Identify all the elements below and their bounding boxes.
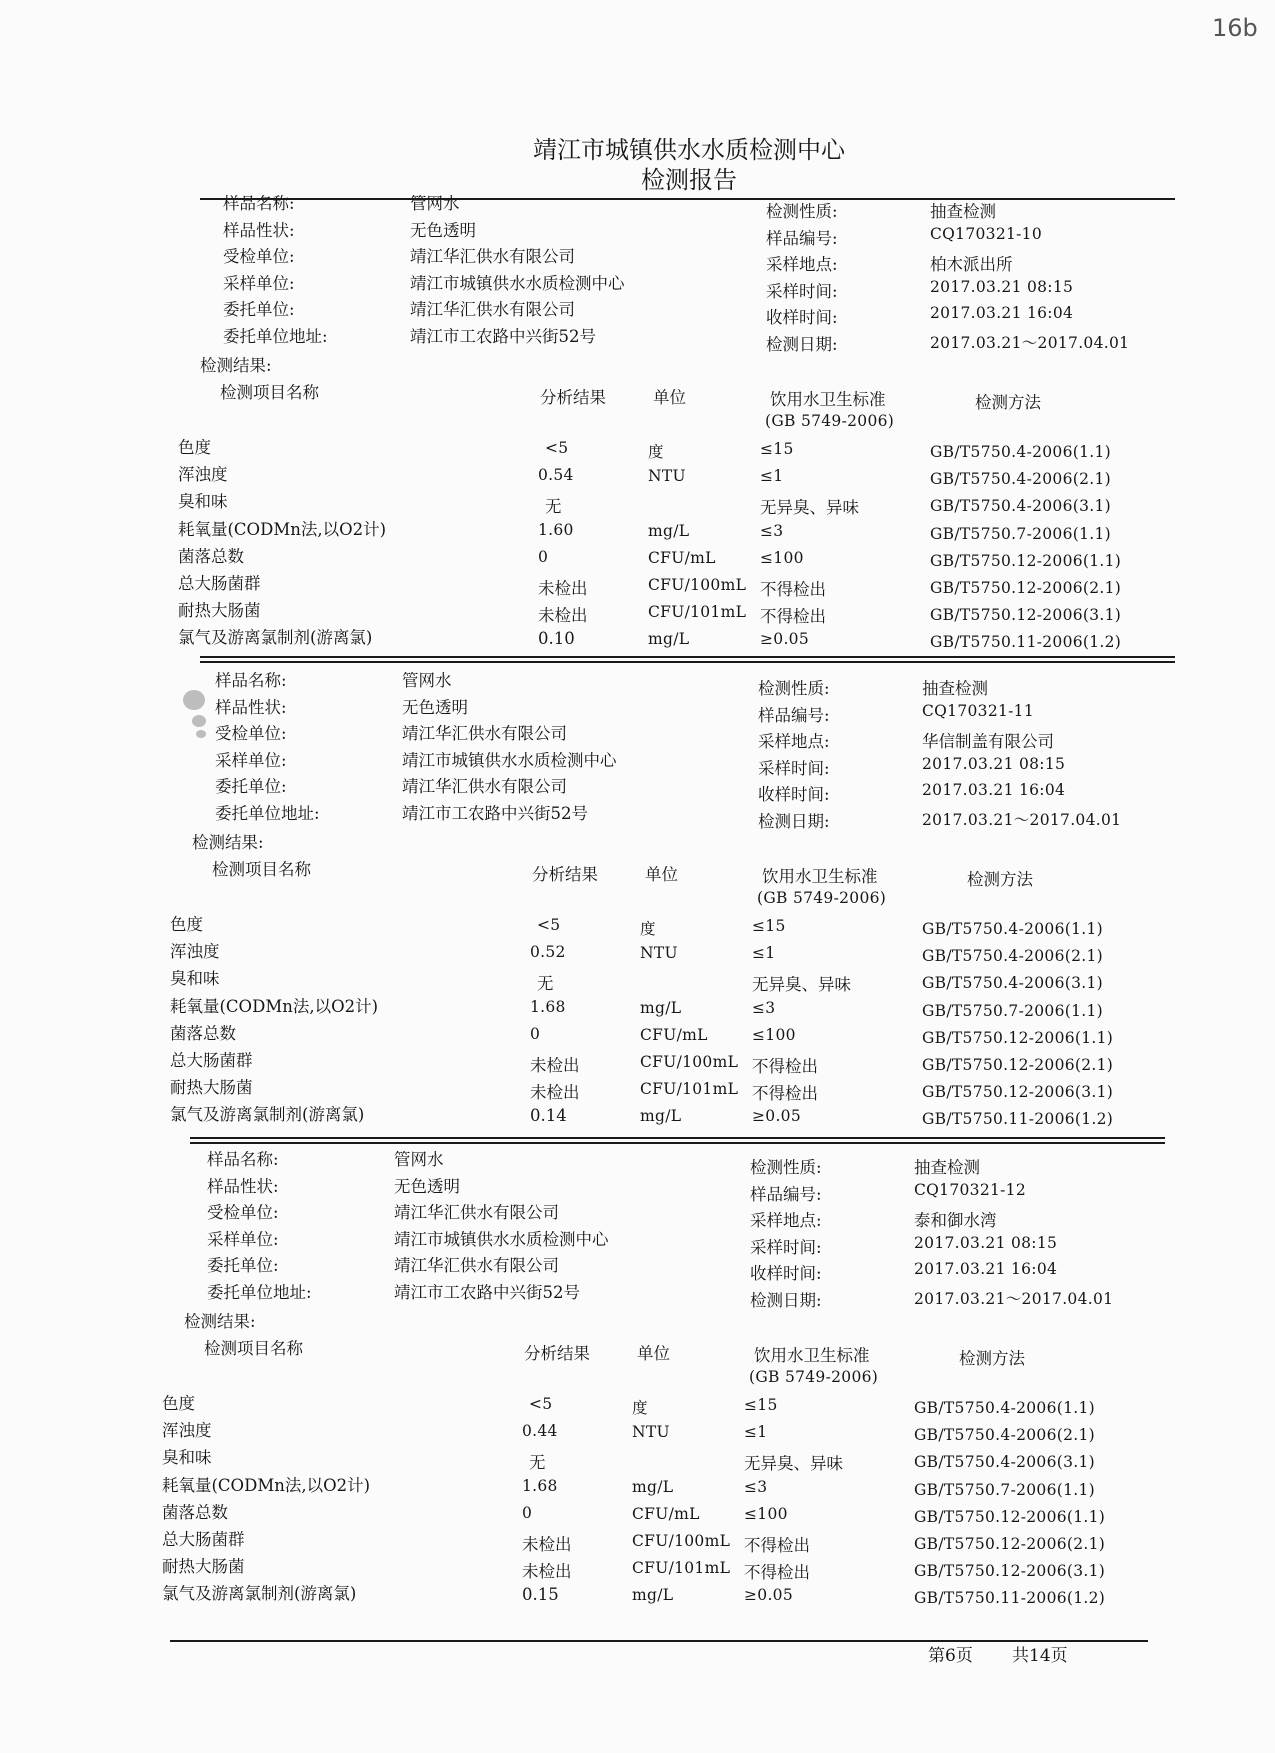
total-pages: 共14页 (1012, 1646, 1068, 1666)
column-unit: 单位 (645, 865, 678, 884)
scan-smudge (196, 730, 206, 738)
item-name: 臭和味 (162, 1448, 212, 1468)
item-result: 未检出 (530, 1083, 580, 1103)
item-unit: CFU/100mL (632, 1532, 731, 1550)
sample-no-label: 样品编号: (758, 705, 830, 725)
sample-name-label: 样品名称: (215, 671, 287, 690)
item-unit: mg/L (648, 630, 690, 649)
client-address-value: 靖江市工农路中兴街52号 (402, 803, 588, 823)
item-result: 无 (545, 497, 562, 517)
item-result: 1.60 (538, 520, 574, 539)
column-standard: 饮用水卫生标准 (770, 390, 886, 409)
column-method: 检测方法 (975, 393, 1041, 412)
item-method: GB/T5750.11-2006(1.2) (922, 1110, 1114, 1129)
test-date-label: 检测日期: (758, 811, 830, 831)
item-standard: ≤15 (760, 440, 794, 458)
client-address-label: 委托单位地址: (207, 1282, 312, 1302)
client-unit-value: 靖江华汇供水有限公司 (394, 1256, 559, 1275)
item-method: GB/T5750.11-2006(1.2) (930, 633, 1122, 652)
sample-state-value: 无色透明 (394, 1176, 460, 1196)
item-unit: CFU/mL (648, 548, 716, 567)
sampling-unit-value: 靖江市城镇供水水质检测中心 (402, 750, 617, 770)
scan-smudge (192, 715, 206, 727)
item-method: GB/T5750.12-2006(1.1) (922, 1028, 1114, 1047)
item-method: GB/T5750.12-2006(2.1) (930, 579, 1122, 597)
item-unit: CFU/101mL (632, 1559, 731, 1578)
client-address-label: 委托单位地址: (223, 326, 328, 346)
item-standard: ≤3 (752, 998, 776, 1017)
client-unit-label: 委托单位: (215, 777, 287, 796)
item-standard: ≥0.05 (744, 1586, 793, 1605)
results-label: 检测结果: (192, 833, 264, 852)
column-result: 分析结果 (532, 865, 598, 884)
inspected-unit-label: 受检单位: (207, 1203, 279, 1222)
sample-name-value: 管网水 (394, 1150, 444, 1169)
sample-no-value: CQ170321-11 (922, 701, 1034, 720)
item-standard: 无异臭、异味 (744, 1454, 843, 1474)
item-standard: ≤100 (752, 1025, 796, 1044)
item-unit: NTU (632, 1423, 670, 1442)
test-nature-value: 抽查检测 (930, 202, 996, 221)
item-result: 无 (529, 1453, 546, 1473)
test-nature-value: 抽查检测 (922, 679, 988, 698)
item-result: 未检出 (538, 606, 588, 626)
sampling-site-label: 采样地点: (750, 1211, 822, 1230)
item-method: GB/T5750.12-2006(3.1) (930, 606, 1122, 625)
receive-time-label: 收样时间: (758, 785, 830, 804)
item-standard: 不得检出 (760, 607, 826, 627)
item-result: 0 (530, 1024, 541, 1043)
block-separator (190, 1137, 1165, 1139)
item-method: GB/T5750.7-2006(1.1) (930, 524, 1111, 543)
item-method: GB/T5750.4-2006(1.1) (930, 443, 1111, 461)
item-unit: 度 (640, 920, 656, 938)
footer-rule (170, 1640, 1148, 1642)
item-unit: CFU/mL (640, 1025, 708, 1044)
item-method: GB/T5750.12-2006(2.1) (922, 1056, 1114, 1074)
item-standard: 不得检出 (752, 1084, 818, 1104)
item-name: 菌落总数 (162, 1502, 228, 1522)
sample-state-value: 无色透明 (410, 220, 476, 240)
item-name: 总大肠菌群 (170, 1051, 253, 1070)
item-standard: ≤1 (744, 1423, 768, 1442)
test-date-value: 2017.03.21～2017.04.01 (914, 1289, 1114, 1308)
item-method: GB/T5750.4-2006(3.1) (914, 1453, 1095, 1472)
item-standard: 不得检出 (744, 1563, 810, 1583)
receive-time-label: 收样时间: (766, 308, 838, 327)
item-method: GB/T5750.12-2006(1.1) (930, 551, 1122, 570)
item-standard: ≤3 (744, 1477, 768, 1496)
item-method: GB/T5750.4-2006(3.1) (922, 974, 1103, 993)
sample-name-value: 管网水 (410, 194, 460, 213)
page-number: 第6页 (928, 1646, 973, 1666)
sample-state-label: 样品性状: (207, 1176, 279, 1196)
results-label: 检测结果: (184, 1312, 256, 1331)
item-unit: NTU (648, 467, 686, 486)
item-result: 0.54 (538, 466, 574, 485)
item-name: 耗氧量(CODMn法,以O2计) (162, 1475, 371, 1495)
receive-time-value: 2017.03.21 16:04 (930, 304, 1074, 322)
item-name: 耐热大肠菌 (178, 601, 261, 621)
item-standard: ≤100 (760, 548, 804, 567)
item-name: 菌落总数 (170, 1023, 236, 1043)
item-name: 浑浊度 (162, 1421, 212, 1441)
item-standard: ≤3 (760, 521, 784, 540)
inspected-unit-label: 受检单位: (215, 724, 287, 743)
sampling-unit-value: 靖江市城镇供水水质检测中心 (410, 273, 625, 293)
item-name: 耐热大肠菌 (162, 1557, 245, 1577)
test-nature-label: 检测性质: (750, 1158, 822, 1177)
sample-no-value: CQ170321-12 (914, 1180, 1026, 1199)
item-result: <5 (545, 439, 569, 457)
item-name: 菌落总数 (178, 546, 244, 566)
column-standard-ref: (GB 5749-2006) (757, 889, 887, 907)
item-unit: CFU/mL (632, 1504, 700, 1523)
item-standard: 无异臭、异味 (760, 498, 859, 518)
organization-title: 靖江市城镇供水水质检测中心 (533, 136, 845, 164)
item-result: 0.44 (522, 1422, 558, 1441)
sample-name-value: 管网水 (402, 671, 452, 690)
item-method: GB/T5750.12-2006(1.1) (914, 1507, 1106, 1526)
column-method: 检测方法 (959, 1349, 1025, 1368)
item-unit: CFU/101mL (640, 1080, 739, 1099)
item-name: 臭和味 (170, 969, 220, 989)
item-unit: NTU (640, 944, 678, 963)
item-result: 0.52 (530, 943, 566, 962)
item-result: 无 (537, 974, 554, 994)
item-name: 耗氧量(CODMn法,以O2计) (178, 519, 387, 539)
sampling-site-value: 柏木派出所 (930, 255, 1013, 274)
item-unit: CFU/100mL (640, 1053, 739, 1071)
column-unit: 单位 (653, 388, 686, 407)
test-date-label: 检测日期: (750, 1290, 822, 1310)
receive-time-label: 收样时间: (750, 1264, 822, 1283)
column-standard-ref: (GB 5749-2006) (765, 412, 895, 430)
client-address-value: 靖江市工农路中兴街52号 (394, 1282, 580, 1302)
client-address-value: 靖江市工农路中兴街52号 (410, 326, 596, 346)
block-separator (190, 1142, 1165, 1144)
sample-no-label: 样品编号: (766, 228, 838, 248)
sampling-time-value: 2017.03.21 08:15 (922, 754, 1066, 773)
item-standard: ≥0.05 (760, 630, 809, 649)
column-standard: 饮用水卫生标准 (754, 1346, 870, 1365)
inspected-unit-value: 靖江华汇供水有限公司 (394, 1203, 559, 1222)
sampling-unit-value: 靖江市城镇供水水质检测中心 (394, 1229, 609, 1249)
column-method: 检测方法 (967, 870, 1033, 889)
test-date-value: 2017.03.21～2017.04.01 (922, 810, 1122, 829)
sampling-unit-label: 采样单位: (215, 750, 287, 770)
results-label: 检测结果: (200, 356, 272, 375)
item-standard: ≤15 (744, 1396, 778, 1414)
page-number-handwritten: 16b (1212, 14, 1258, 42)
item-standard: ≥0.05 (752, 1107, 801, 1126)
client-address-label: 委托单位地址: (215, 803, 320, 823)
item-name: 浑浊度 (178, 465, 228, 485)
item-standard: 不得检出 (760, 580, 826, 599)
column-item-name: 检测项目名称 (204, 1339, 303, 1358)
client-unit-value: 靖江华汇供水有限公司 (402, 777, 567, 796)
inspected-unit-value: 靖江华汇供水有限公司 (402, 724, 567, 743)
item-result: <5 (529, 1395, 553, 1413)
sample-state-label: 样品性状: (223, 220, 295, 240)
item-result: 1.68 (522, 1476, 558, 1495)
item-method: GB/T5750.4-2006(1.1) (922, 920, 1103, 938)
sampling-time-value: 2017.03.21 08:15 (914, 1233, 1058, 1252)
item-unit: 度 (632, 1399, 648, 1417)
item-name: 总大肠菌群 (162, 1530, 245, 1549)
item-method: GB/T5750.12-2006(3.1) (922, 1083, 1114, 1102)
item-unit: CFU/100mL (648, 576, 747, 594)
item-result: 0.14 (530, 1106, 567, 1126)
test-nature-value: 抽查检测 (914, 1158, 980, 1177)
item-result: 未检出 (522, 1535, 572, 1554)
sampling-unit-label: 采样单位: (223, 273, 295, 293)
sample-name-label: 样品名称: (223, 194, 295, 213)
column-unit: 单位 (637, 1344, 670, 1363)
item-standard: 不得检出 (744, 1536, 810, 1555)
block-separator (200, 656, 1175, 658)
item-name: 色度 (162, 1394, 195, 1413)
block-separator (200, 661, 1175, 663)
item-method: GB/T5750.4-2006(2.1) (914, 1426, 1095, 1445)
receive-time-value: 2017.03.21 16:04 (922, 781, 1066, 799)
item-name: 浑浊度 (170, 942, 220, 962)
item-standard: ≤1 (760, 467, 784, 486)
item-name: 臭和味 (178, 492, 228, 512)
item-unit: 度 (648, 443, 664, 461)
test-date-value: 2017.03.21～2017.04.01 (930, 333, 1130, 352)
item-standard: ≤100 (744, 1504, 788, 1523)
sampling-site-value: 华信制盖有限公司 (922, 732, 1054, 751)
item-result: 1.68 (530, 997, 566, 1016)
item-method: GB/T5750.4-2006(2.1) (930, 470, 1111, 489)
item-result: 0 (538, 547, 549, 566)
sample-no-label: 样品编号: (750, 1184, 822, 1204)
item-method: GB/T5750.7-2006(1.1) (922, 1001, 1103, 1020)
item-unit: mg/L (648, 521, 690, 540)
client-unit-value: 靖江华汇供水有限公司 (410, 300, 575, 319)
item-standard: 不得检出 (752, 1057, 818, 1076)
item-method: GB/T5750.4-2006(3.1) (930, 497, 1111, 516)
header-rule (200, 198, 1175, 200)
item-method: GB/T5750.4-2006(2.1) (922, 947, 1103, 966)
sampling-site-label: 采样地点: (766, 255, 838, 274)
sampling-time-label: 采样时间: (750, 1237, 822, 1257)
test-date-label: 检测日期: (766, 334, 838, 354)
sampling-site-value: 泰和御水湾 (914, 1211, 997, 1230)
item-method: GB/T5750.11-2006(1.2) (914, 1589, 1106, 1608)
sampling-time-label: 采样时间: (766, 281, 838, 301)
item-name: 氯气及游离氯制剂(游离氯) (170, 1105, 365, 1125)
item-unit: mg/L (632, 1586, 674, 1605)
item-unit: mg/L (632, 1477, 674, 1496)
inspected-unit-label: 受检单位: (223, 247, 295, 266)
item-result: 未检出 (538, 579, 588, 598)
item-method: GB/T5750.12-2006(3.1) (914, 1562, 1106, 1581)
sampling-unit-label: 采样单位: (207, 1229, 279, 1249)
item-unit: mg/L (640, 1107, 682, 1126)
item-standard: 无异臭、异味 (752, 975, 851, 995)
sample-state-value: 无色透明 (402, 697, 468, 717)
sampling-site-label: 采样地点: (758, 732, 830, 751)
item-unit: mg/L (640, 998, 682, 1017)
column-standard: 饮用水卫生标准 (762, 867, 878, 886)
report-title: 检测报告 (641, 166, 737, 194)
column-result: 分析结果 (540, 388, 606, 407)
item-method: GB/T5750.12-2006(2.1) (914, 1535, 1106, 1553)
sampling-time-label: 采样时间: (758, 758, 830, 778)
item-result: 0.15 (522, 1585, 559, 1605)
item-method: GB/T5750.4-2006(1.1) (914, 1399, 1095, 1417)
test-nature-label: 检测性质: (766, 202, 838, 221)
item-result: 0.10 (538, 629, 575, 649)
item-result: 未检出 (530, 1056, 580, 1075)
sample-no-value: CQ170321-10 (930, 224, 1042, 243)
item-standard: ≤15 (752, 917, 786, 935)
sample-state-label: 样品性状: (215, 697, 287, 717)
item-result: 0 (522, 1503, 533, 1522)
column-item-name: 检测项目名称 (212, 860, 311, 879)
item-name: 耐热大肠菌 (170, 1078, 253, 1098)
scan-smudge (183, 690, 205, 710)
item-method: GB/T5750.7-2006(1.1) (914, 1480, 1095, 1499)
item-name: 氯气及游离氯制剂(游离氯) (162, 1584, 357, 1604)
item-name: 色度 (170, 915, 203, 934)
item-name: 总大肠菌群 (178, 574, 261, 593)
item-standard: ≤1 (752, 944, 776, 963)
item-unit: CFU/101mL (648, 603, 747, 622)
inspected-unit-value: 靖江华汇供水有限公司 (410, 247, 575, 266)
item-name: 氯气及游离氯制剂(游离氯) (178, 628, 373, 648)
item-result: 未检出 (522, 1562, 572, 1582)
sampling-time-value: 2017.03.21 08:15 (930, 277, 1074, 296)
item-name: 色度 (178, 438, 211, 457)
sample-name-label: 样品名称: (207, 1150, 279, 1169)
column-standard-ref: (GB 5749-2006) (749, 1368, 879, 1386)
item-name: 耗氧量(CODMn法,以O2计) (170, 996, 379, 1016)
item-result: <5 (537, 916, 561, 934)
receive-time-value: 2017.03.21 16:04 (914, 1260, 1058, 1278)
client-unit-label: 委托单位: (223, 300, 295, 319)
column-result: 分析结果 (524, 1344, 590, 1363)
test-nature-label: 检测性质: (758, 679, 830, 698)
client-unit-label: 委托单位: (207, 1256, 279, 1275)
column-item-name: 检测项目名称 (220, 383, 319, 402)
